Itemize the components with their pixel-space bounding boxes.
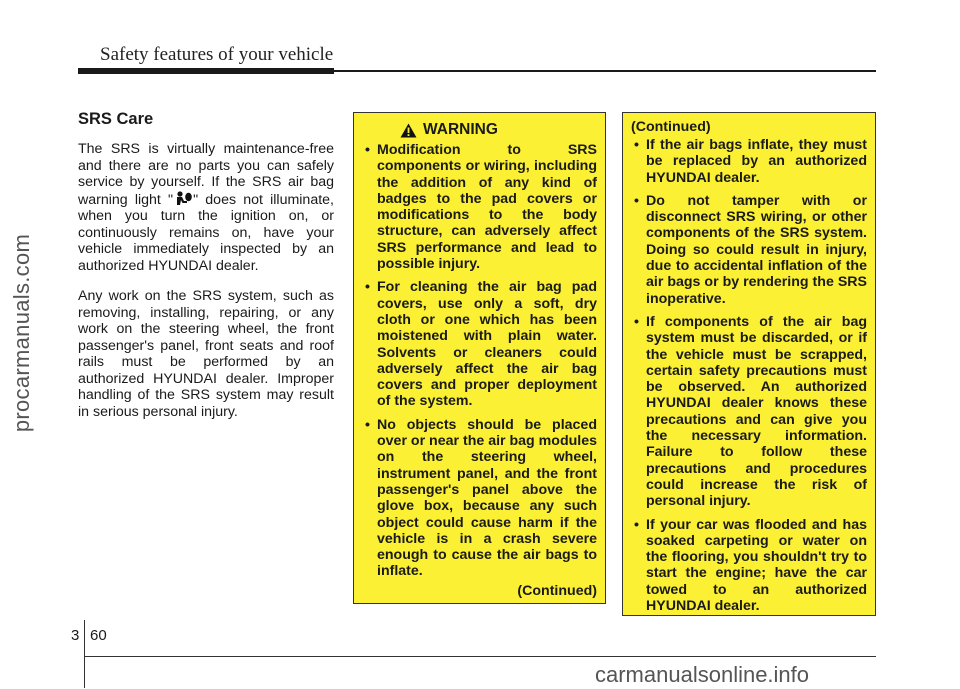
srs-care-section [78,110,334,434]
airbag-warning-light-icon [173,191,193,206]
header-rule-thin [334,70,876,72]
chapter-number: 3 [71,627,80,644]
continued-heading: (Continued) [631,119,711,135]
warning-list [362,142,597,580]
footer-divider-vertical [84,620,85,688]
para1-text-before: The SRS is virtually maintenance-free and there are no parts you can safely service by yourself. If the SRS air bag warning light " [78,141,334,208]
warning-item: • Modification to SRS components or wiring, including the addition of any kind of badges to the pad covers or modifications to the body structure, can adversely affect SRS performance and lead to possible injury. [362,142,597,272]
side-watermark: procarmanuals.com [9,233,34,433]
bottom-watermark: carmanualsonline.info [595,662,810,687]
warning-box [353,112,606,604]
page-header-title: Safety features of your vehicle [100,44,334,65]
srs-care-paragraph-1 [78,141,334,274]
warning-item: • No objects should be placed over or near the air bag modules on the steering wheel, instrument panel, and the front passenger's panel above the glove box, because any such object could cause harm if the vehicle is in a crash severe enough to cause the air bags to inflate. [362,417,597,580]
header-rule-thick [78,68,334,74]
page-number: 60 [90,627,107,644]
warning-item: • Do not tamper with or disconnect SRS wiring, or other components of the SRS system. Doing so could result in injury, due to accidental inflation of the air bags or by rendering the SRS inoperative. [631,193,867,307]
warning-triangle-icon [400,123,417,138]
warning-item: • If components of the air bag system must be discarded, or if the vehicle must be scrapped, certain safety precautions must be observed. An authorized HYUNDAI dealer knows these precautions and can give you the necessary information. Failure to follow these precautions and procedures could increase the risk of personal injury. [631,314,867,510]
warning-item: • If your car was flooded and has soaked carpeting or water on the flooring, you shouldn't try to start the engine; have the car towed to an authorized HYUNDAI dealer. [631,517,867,615]
footer-divider-horizontal [84,656,876,657]
warning-continued-box [622,112,876,616]
section-heading: SRS Care [78,110,154,128]
warning-header [400,121,597,139]
para1-text-after: " does not illuminate, when you turn the ignition on, or continuously remains on, have your vehicle immediately inspected by an authorized HYUNDAI dealer. [78,191,334,274]
continued-list [631,137,867,614]
warning-title: WARNING [423,121,498,138]
warning-item: • If the air bags inflate, they must be replaced by an authorized HYUNDAI dealer. [631,137,867,186]
warning-item: • For cleaning the air bag pad covers, use only a soft, dry cloth or one which has been moistened with plain water. Solvents or cleaners could adversely affect the air bag covers and proper deployment of the system. [362,279,597,409]
srs-care-paragraph-2: Any work on the SRS system, such as removing, installing, repairing, or any work on the steering wheel, the front passenger's panel, front seats and roof rails must be performed by an authorized HYUNDAI dealer. Improper handling of the SRS system may result in serious personal injury. [78,288,334,420]
continued-note: (Continued) [517,582,597,599]
